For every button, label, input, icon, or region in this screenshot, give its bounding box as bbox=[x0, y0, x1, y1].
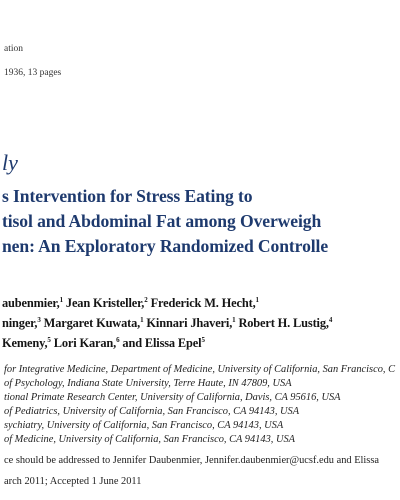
affiliation-marker: 1 bbox=[255, 296, 259, 304]
affiliation-marker: 4 bbox=[328, 316, 333, 324]
affiliation-marker: 2 bbox=[144, 296, 148, 304]
journal-name: ation bbox=[4, 44, 23, 54]
affiliation-2: of Psychology, Indiana State University, Terre Haute, IN 47809, USA bbox=[4, 378, 292, 389]
article-citation: 1936, 13 pages bbox=[4, 68, 62, 78]
author-name: Kinnari Jhaveri, bbox=[143, 316, 233, 330]
title-line-3: nen: An Exploratory Randomized Controlle bbox=[2, 236, 329, 256]
author-name: Margaret Kuwata, bbox=[40, 316, 141, 330]
affiliation-marker: 1 bbox=[232, 316, 236, 324]
correspondence-note: ce should be addressed to Jennifer Daubenmier, Jennifer.daubenmier@ucsf.edu and Elissa bbox=[4, 455, 380, 466]
authors-line-3 bbox=[2, 336, 205, 351]
title-line-2: tisol and Abdominal Fat among Overweigh bbox=[2, 211, 322, 231]
affiliation-3: tional Primate Research Center, University of California, Davis, CA 95616, USA bbox=[4, 392, 341, 403]
author-name: and Elissa Epel bbox=[119, 336, 202, 350]
affiliation-marker: 1 bbox=[140, 316, 144, 324]
received-accepted-dates: arch 2011; Accepted 1 June 2011 bbox=[4, 476, 142, 487]
author-name: Kemeny, bbox=[2, 336, 48, 350]
author-name: Frederick M. Hecht, bbox=[147, 296, 256, 310]
affiliation-6: of Medicine, University of California, San Francisco, CA 94143, USA bbox=[4, 434, 296, 445]
affiliation-marker: 5 bbox=[47, 336, 51, 344]
authors-line-2 bbox=[2, 316, 332, 331]
affiliation-1: for Integrative Medicine, Department of Medicine, University of California, San Francisco, C bbox=[4, 364, 396, 375]
author-name: ninger, bbox=[2, 316, 38, 330]
authors-line-1 bbox=[2, 296, 259, 311]
affiliation-marker: 5 bbox=[201, 336, 205, 344]
affiliation-marker: 1 bbox=[59, 296, 63, 304]
article-type: ly bbox=[2, 150, 18, 175]
author-name: Lori Karan, bbox=[50, 336, 117, 350]
author-name: aubenmier, bbox=[2, 296, 60, 310]
affiliation-marker: 6 bbox=[116, 336, 120, 344]
author-name: Robert H. Lustig, bbox=[235, 316, 329, 330]
author-name: Jean Kristeller, bbox=[62, 296, 145, 310]
affiliation-5: sychiatry, University of California, San Francisco, CA 94143, USA bbox=[4, 420, 284, 431]
title-line-1: s Intervention for Stress Eating to bbox=[2, 186, 253, 206]
affiliation-marker: 3 bbox=[37, 316, 41, 324]
affiliation-4: of Pediatrics, University of California, San Francisco, CA 94143, USA bbox=[4, 406, 300, 417]
